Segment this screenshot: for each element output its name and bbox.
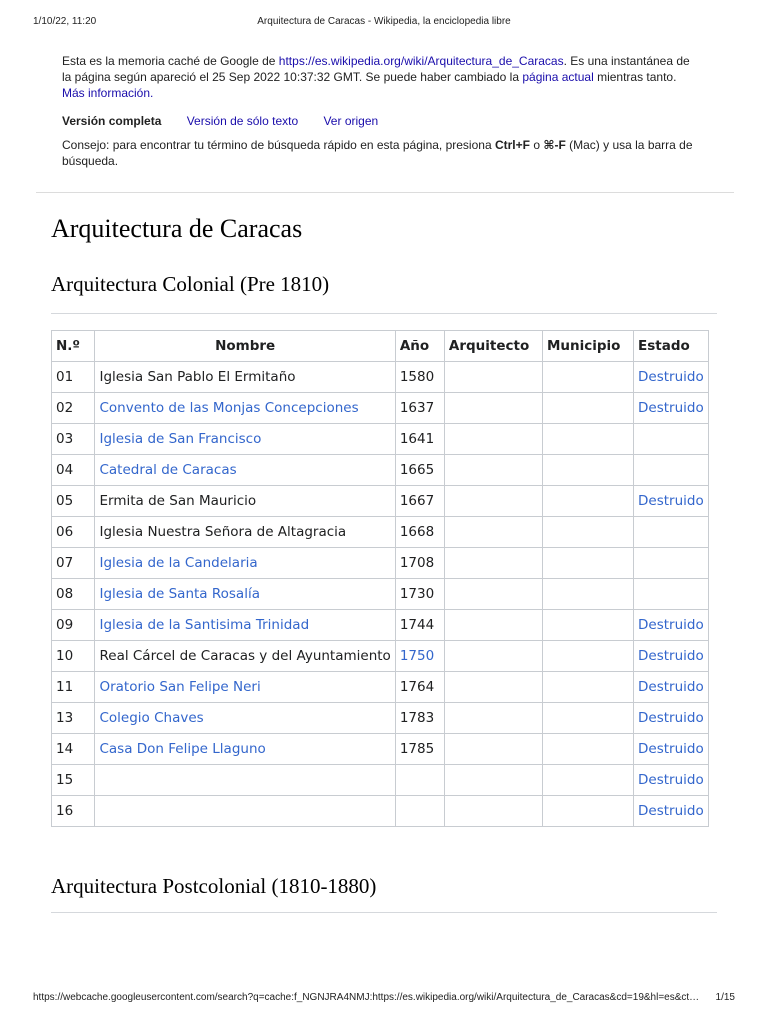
cell-name[interactable]: Iglesia de la Santisima Trinidad [95, 610, 395, 641]
cell-number: 15 [52, 765, 95, 796]
original-url-link[interactable]: https://es.wikipedia.org/wiki/Arquitectura_de_Caracas [278, 54, 564, 68]
table-row [52, 672, 709, 703]
cell-status[interactable]: Destruido [634, 734, 709, 765]
cell-year: 1668 [395, 517, 444, 548]
cell-status [634, 517, 709, 548]
cell-year: 1641 [395, 424, 444, 455]
table-row [52, 765, 709, 796]
cell-number: 11 [52, 672, 95, 703]
cell-status[interactable]: Destruido [634, 641, 709, 672]
cell-architect [444, 610, 542, 641]
cell-municipality [542, 548, 633, 579]
table-row [52, 579, 709, 610]
cell-name[interactable]: Convento de las Monjas Concepciones [95, 393, 395, 424]
cell-municipality [542, 765, 633, 796]
column-header-status: Estado [634, 331, 709, 362]
column-header-number: N.º [52, 331, 95, 362]
tip-text: Consejo: para encontrar tu término de búsqueda rápido en esta página, presiona [62, 138, 495, 152]
version-links [62, 114, 378, 128]
cell-municipality [542, 610, 633, 641]
search-tip [62, 137, 712, 169]
print-footer [33, 992, 735, 1006]
cell-municipality [542, 796, 633, 827]
cell-status [634, 455, 709, 486]
column-header-year: Año [395, 331, 444, 362]
column-header-name: Nombre [95, 331, 395, 362]
cell-year: 1637 [395, 393, 444, 424]
cell-municipality [542, 672, 633, 703]
cell-municipality [542, 455, 633, 486]
cell-name[interactable]: Catedral de Caracas [95, 455, 395, 486]
section-heading-postcolonial: Arquitectura Postcolonial (1810-1880) [51, 874, 377, 898]
cache-text: mientras tanto. [593, 70, 677, 84]
cell-architect [444, 579, 542, 610]
cell-number: 02 [52, 393, 95, 424]
cell-number: 13 [52, 703, 95, 734]
page-number: 1/15 [715, 992, 735, 1003]
table-row [52, 362, 709, 393]
cell-name [95, 765, 395, 796]
cell-municipality [542, 424, 633, 455]
page-title: Arquitectura de Caracas [51, 214, 303, 243]
cell-architect [444, 455, 542, 486]
cell-year [395, 796, 444, 827]
cell-number: 10 [52, 641, 95, 672]
cell-name: Real Cárcel de Caracas y del Ayuntamiento [95, 641, 395, 672]
cell-municipality [542, 362, 633, 393]
table-row [52, 641, 709, 672]
cell-status[interactable]: Destruido [634, 610, 709, 641]
column-header-architect: Arquitecto [444, 331, 542, 362]
cell-year: 1783 [395, 703, 444, 734]
cell-architect [444, 703, 542, 734]
table-row [52, 424, 709, 455]
cell-number: 09 [52, 610, 95, 641]
cell-name: Iglesia Nuestra Señora de Altagracia [95, 517, 395, 548]
table-row [52, 517, 709, 548]
view-source-link[interactable]: Ver origen [323, 114, 379, 128]
cell-architect [444, 734, 542, 765]
cell-municipality [542, 486, 633, 517]
cell-municipality [542, 517, 633, 548]
cell-number: 08 [52, 579, 95, 610]
colonial-architecture-table [51, 330, 709, 827]
cell-name: Iglesia San Pablo El Ermitaño [95, 362, 395, 393]
table-row [52, 548, 709, 579]
cell-year [395, 765, 444, 796]
cell-architect [444, 796, 542, 827]
cell-name [95, 796, 395, 827]
cache-banner [62, 53, 702, 101]
cell-municipality [542, 579, 633, 610]
cell-status[interactable]: Destruido [634, 703, 709, 734]
cell-number: 06 [52, 517, 95, 548]
cell-year: 1730 [395, 579, 444, 610]
cell-year: 1744 [395, 610, 444, 641]
table-row [52, 455, 709, 486]
cell-architect [444, 672, 542, 703]
table-body [52, 362, 709, 827]
table-row [52, 734, 709, 765]
table-header-row [52, 331, 709, 362]
cell-status[interactable]: Destruido [634, 672, 709, 703]
cell-number: 01 [52, 362, 95, 393]
cell-status[interactable]: Destruido [634, 393, 709, 424]
cell-year: 1764 [395, 672, 444, 703]
table-row [52, 393, 709, 424]
cell-number: 05 [52, 486, 95, 517]
table-row [52, 796, 709, 827]
table-row [52, 486, 709, 517]
print-datetime: 1/10/22, 11:20 [33, 16, 97, 27]
print-header [33, 16, 735, 30]
cell-year: 1708 [395, 548, 444, 579]
cell-year: 1580 [395, 362, 444, 393]
cell-name[interactable]: Colegio Chaves [95, 703, 395, 734]
cmd-f-shortcut: ⌘-F [543, 138, 566, 152]
cell-architect [444, 393, 542, 424]
cell-status[interactable]: Destruido [634, 796, 709, 827]
banner-divider [36, 192, 734, 193]
cache-text: . Es una instantánea de la página según apareció el 25 Sep 2022 10:37:32 GMT. Se puede haber cambiado la [62, 54, 690, 84]
cell-architect [444, 548, 542, 579]
table-row [52, 610, 709, 641]
cell-status [634, 579, 709, 610]
section-divider [51, 912, 717, 913]
cell-number: 14 [52, 734, 95, 765]
cell-status[interactable]: Destruido [634, 486, 709, 517]
cell-status [634, 548, 709, 579]
cell-architect [444, 765, 542, 796]
cell-number: 04 [52, 455, 95, 486]
cell-number: 07 [52, 548, 95, 579]
cell-architect [444, 641, 542, 672]
cell-name[interactable]: Iglesia de la Candelaria [95, 548, 395, 579]
cell-number: 16 [52, 796, 95, 827]
cell-name[interactable]: Iglesia de Santa Rosalía [95, 579, 395, 610]
cell-year: 1665 [395, 455, 444, 486]
cell-municipality [542, 703, 633, 734]
tip-text: o [529, 138, 544, 152]
cell-name: Ermita de San Mauricio [95, 486, 395, 517]
cell-municipality [542, 641, 633, 672]
cell-status [634, 424, 709, 455]
cell-year[interactable]: 1750 [395, 641, 444, 672]
cell-architect [444, 517, 542, 548]
current-page-link[interactable]: página actual [522, 70, 594, 84]
text-only-version-link[interactable]: Versión de sólo texto [186, 114, 299, 128]
cell-status[interactable]: Destruido [634, 765, 709, 796]
cell-status[interactable]: Destruido [634, 362, 709, 393]
section-heading-colonial: Arquitectura Colonial (Pre 1810) [51, 272, 330, 296]
ctrl-f-shortcut: Ctrl+F [494, 138, 530, 152]
table-row [52, 703, 709, 734]
cell-municipality [542, 393, 633, 424]
print-title: Arquitectura de Caracas - Wikipedia, la enciclopedia libre [257, 16, 511, 27]
cell-year: 1785 [395, 734, 444, 765]
cell-year: 1667 [395, 486, 444, 517]
more-info-link[interactable]: Más información. [62, 86, 154, 100]
print-url: https://webcache.googleusercontent.com/search?q=cache:f_NGNJRA4NMJ:https://es.wikipedia.org/wiki/Arquitectura_de_Caracas&cd=19&hl=es&ct… [33, 992, 700, 1003]
cell-number: 03 [52, 424, 95, 455]
cell-architect [444, 424, 542, 455]
full-version-label: Versión completa [62, 114, 162, 128]
cell-name[interactable]: Iglesia de San Francisco [95, 424, 395, 455]
cell-name[interactable]: Oratorio San Felipe Neri [95, 672, 395, 703]
cache-text: Esta es la memoria caché de Google de [62, 54, 279, 68]
cell-name[interactable]: Casa Don Felipe Llaguno [95, 734, 395, 765]
cell-architect [444, 362, 542, 393]
cell-municipality [542, 734, 633, 765]
cell-architect [444, 486, 542, 517]
section-divider [51, 313, 717, 314]
column-header-municipality: Municipio [542, 331, 633, 362]
tip-text: (Mac) y usa la barra de búsqueda. [62, 138, 693, 168]
